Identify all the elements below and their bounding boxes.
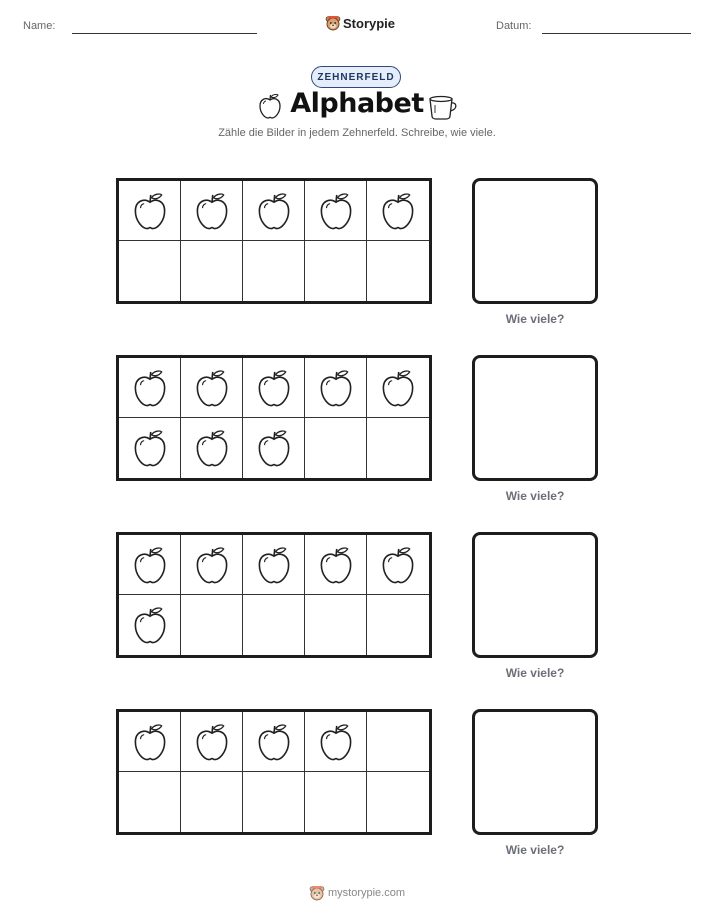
name-line[interactable] (72, 33, 257, 34)
frame-cell (181, 241, 243, 301)
frame-cell (305, 535, 367, 595)
apple-icon (379, 544, 417, 586)
answer-box-3[interactable] (472, 532, 598, 658)
brand-logo (325, 13, 395, 33)
category-badge: ZEHNERFELD (311, 66, 401, 88)
frame-cell (119, 418, 181, 478)
ten-frame-4 (116, 709, 432, 835)
apple-icon (193, 721, 231, 763)
answer-label-3: Wie viele? (505, 666, 565, 680)
frame-cell (305, 418, 367, 478)
apple-icon (131, 427, 169, 469)
footer-url: mystorypie.com (327, 887, 406, 899)
apple-icon (379, 367, 417, 409)
apple-icon (193, 367, 231, 409)
apple-icon (255, 721, 293, 763)
frame-cell (305, 358, 367, 418)
frame-cell (243, 712, 305, 772)
frame-cell (367, 358, 429, 418)
frame-cell (367, 535, 429, 595)
frame-cell (181, 772, 243, 832)
name-label: Name: (23, 20, 56, 32)
bear-mascot-icon (309, 885, 325, 901)
apple-icon (317, 721, 355, 763)
answer-box-2[interactable] (472, 355, 598, 481)
frame-cell (181, 712, 243, 772)
apple-icon (131, 190, 169, 232)
answer-label-2: Wie viele? (505, 489, 565, 503)
frame-cell (305, 241, 367, 301)
apple-icon (193, 190, 231, 232)
frame-cell (119, 358, 181, 418)
apple-icon (255, 427, 293, 469)
frame-cell (181, 595, 243, 655)
frame-cell (119, 181, 181, 241)
page-footer (0, 885, 714, 901)
frame-cell (367, 595, 429, 655)
frame-cell (367, 241, 429, 301)
apple-icon (193, 544, 231, 586)
frame-cell (243, 241, 305, 301)
apple-icon (379, 190, 417, 232)
ten-frame-2 (116, 355, 432, 481)
apple-icon (131, 544, 169, 586)
frame-cell (119, 712, 181, 772)
frame-cell (181, 418, 243, 478)
frame-cell (119, 772, 181, 832)
worksheet-header (0, 0, 714, 50)
answer-box-1[interactable] (472, 178, 598, 304)
frame-cell (181, 358, 243, 418)
frame-cell (181, 181, 243, 241)
ten-frame-1 (116, 178, 432, 304)
apple-icon (131, 721, 169, 763)
answer-label-1: Wie viele? (505, 312, 565, 326)
apple-icon (131, 604, 169, 646)
frame-cell (305, 181, 367, 241)
frame-cell (243, 535, 305, 595)
ten-frame-3 (116, 532, 432, 658)
frame-cell (305, 712, 367, 772)
frame-cell (367, 772, 429, 832)
frame-cell (305, 595, 367, 655)
apple-icon (255, 367, 293, 409)
date-label: Datum: (496, 20, 532, 32)
frame-cell (243, 181, 305, 241)
apple-icon (255, 544, 293, 586)
frame-cell (119, 535, 181, 595)
answer-box-4[interactable] (472, 709, 598, 835)
apple-icon (317, 190, 355, 232)
apple-icon (317, 544, 355, 586)
mug-icon (427, 94, 459, 120)
page-title: Alphabet (290, 88, 424, 119)
apple-icon (193, 427, 231, 469)
apple-icon (131, 367, 169, 409)
apple-icon (255, 190, 293, 232)
frame-cell (243, 418, 305, 478)
frame-cell (181, 535, 243, 595)
answer-label-4: Wie viele? (505, 843, 565, 857)
frame-cell (243, 772, 305, 832)
instruction-text: Zähle die Bilder in jedem Zehnerfeld. Schreibe, wie viele. (218, 127, 496, 139)
frame-cell (367, 712, 429, 772)
frame-cell (243, 595, 305, 655)
frame-cell (243, 358, 305, 418)
bear-mascot-icon (325, 15, 341, 31)
frame-cell (367, 181, 429, 241)
apple-icon (317, 367, 355, 409)
brand-name: Storypie (343, 15, 396, 31)
frame-cell (119, 595, 181, 655)
date-line[interactable] (542, 33, 691, 34)
frame-cell (119, 241, 181, 301)
frame-cell (367, 418, 429, 478)
frame-cell (305, 772, 367, 832)
